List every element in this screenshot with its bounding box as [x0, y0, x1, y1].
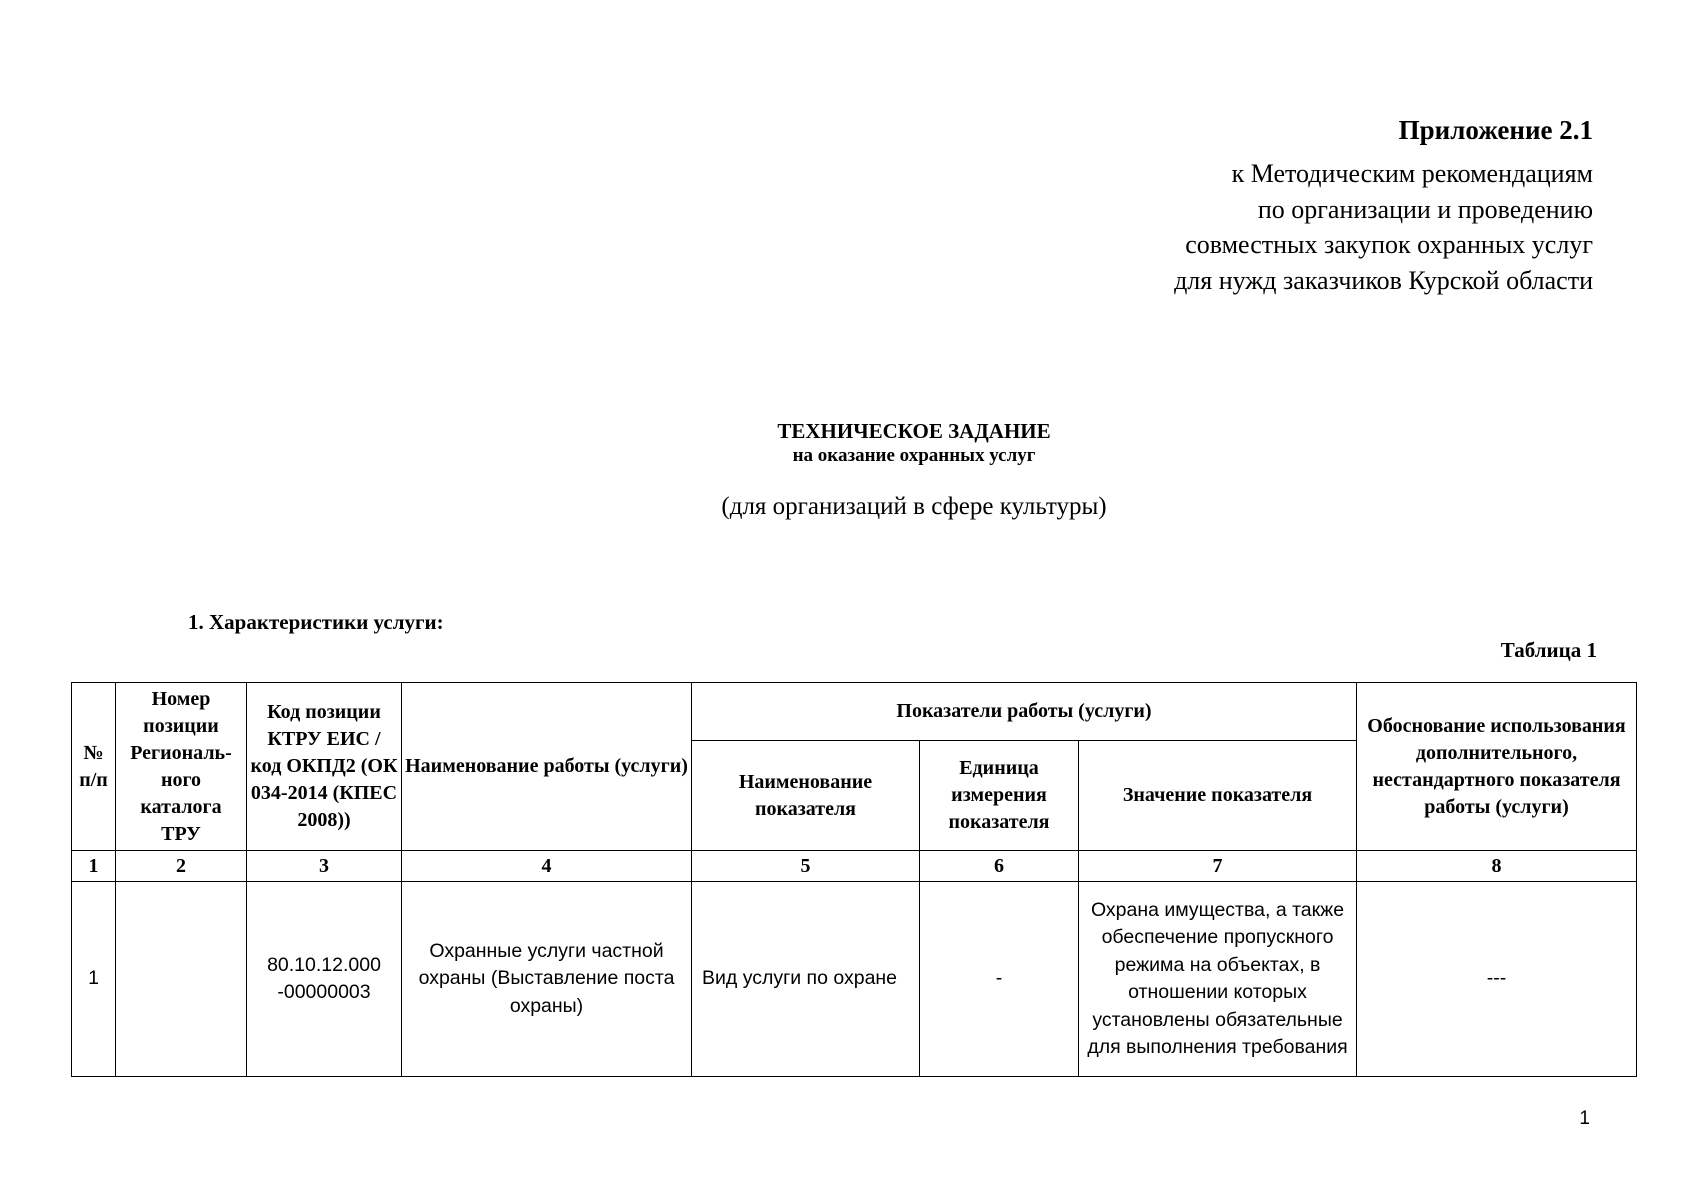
appendix-subtitle-line: для нужд заказчиков Курской области	[1174, 265, 1593, 295]
cell-service-name: Охранные услуги частной охраны (Выставление поста охраны)	[402, 882, 692, 1077]
document-subtitle: на оказание охранных услуг	[792, 445, 1036, 466]
column-number: 4	[402, 851, 692, 882]
page-number: 1	[1579, 1108, 1590, 1129]
cell-value: Охрана имущества, а также обеспечение пропускного режима на объектах, в отношении которых установлены обязательные для выполнения требования	[1079, 882, 1357, 1077]
section-heading: 1. Характеристики услуги:	[188, 610, 444, 634]
header-num: № п/п	[72, 683, 116, 851]
column-number: 3	[247, 851, 402, 882]
document-title: ТЕХНИЧЕСКОЕ ЗАДАНИЕ	[777, 419, 1051, 443]
cell-code: 80.10.12.000 -00000003	[247, 882, 402, 1077]
header-value: Значение показателя	[1079, 741, 1357, 851]
header-unit: Единица измерения показателя	[920, 741, 1079, 851]
appendix-subtitle	[1174, 156, 1593, 298]
cell-num: 1	[72, 882, 116, 1077]
table-caption: Таблица 1	[1500, 638, 1597, 662]
document-scope: (для организаций в сфере культуры)	[721, 493, 1107, 520]
column-number-row	[72, 851, 1637, 882]
service-characteristics-table	[71, 682, 1637, 1077]
column-number: 7	[1079, 851, 1357, 882]
cell-catalog	[116, 882, 247, 1077]
header-code: Код позиции КТРУ ЕИС / код ОКПД2 (ОК 034-2014 (КПЕС 2008))	[247, 683, 402, 851]
header-catalog: Номер позиции Региональ-ного каталога ТРУ	[116, 683, 247, 851]
appendix-subtitle-line: по организации и проведению	[1257, 194, 1593, 224]
appendix-block	[1174, 113, 1593, 298]
cell-justification: ---	[1357, 882, 1637, 1077]
column-number: 8	[1357, 851, 1637, 882]
column-number: 2	[116, 851, 247, 882]
document-heading	[0, 419, 1698, 522]
cell-indicator-name: Вид услуги по охране	[692, 882, 920, 1077]
appendix-title: Приложение 2.1	[1398, 115, 1593, 145]
header-service-name: Наименование работы (услуги)	[402, 683, 692, 851]
appendix-subtitle-line: совместных закупок охранных услуг	[1185, 230, 1593, 259]
column-number: 1	[72, 851, 116, 882]
appendix-subtitle-line: к Методическим рекомендациям	[1231, 159, 1593, 188]
header-indicators-group: Показатели работы (услуги)	[692, 683, 1357, 741]
cell-unit: -	[920, 882, 1079, 1077]
table-row	[72, 882, 1637, 1077]
header-indicator-name: Наименование показателя	[692, 741, 920, 851]
column-number: 6	[920, 851, 1079, 882]
header-justification: Обоснование использования дополнительного, нестандартного показателя работы (услуги)	[1357, 683, 1637, 851]
column-number: 5	[692, 851, 920, 882]
